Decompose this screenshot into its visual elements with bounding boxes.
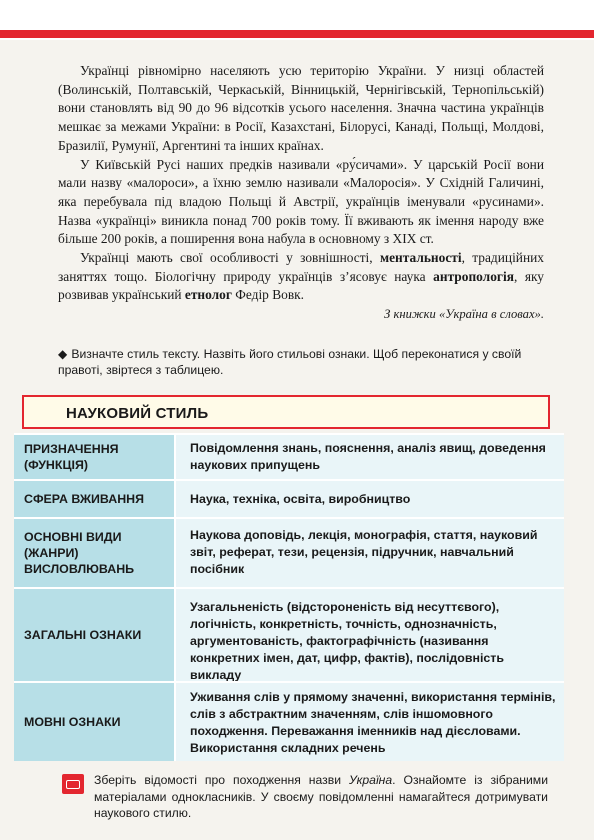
project-text-2: . Ознайомте із зібраними матеріалами однокласників. У своєму повідомленні намагайтеся дотримувати наукового стилю.: [94, 773, 548, 820]
p3-part3: , яку розвивав український: [58, 268, 544, 303]
table-title: НАУКОВИЙ СТИЛЬ: [66, 405, 209, 422]
row-text: Узагальненість (відстороненість від несуттєвого), логічність, конкретність, точність, однозначність, аргументованість, фактографічність (називання конкретних імен, дат, цифр, фактів), послідовність викладу: [174, 589, 564, 681]
paragraph-3: [58, 249, 544, 305]
table-row: [14, 587, 564, 681]
red-stripe: [0, 30, 594, 38]
task-text: Визначте стиль тексту. Назвіть його стильові ознаки. Щоб переконатися у своїй правоті, звіртеся з таблицею.: [58, 347, 522, 377]
term-anthropology: антропологія: [433, 268, 514, 284]
row-label: ПРИЗНАЧЕННЯ (ФУНКЦІЯ): [14, 435, 174, 479]
table-body: [14, 433, 564, 761]
table-row: [14, 517, 564, 587]
project-text-1: Зберіть відомості про походження назви: [94, 773, 349, 787]
main-text: [58, 62, 544, 324]
table-row: [14, 681, 564, 761]
row-label: МОВНІ ОЗНАКИ: [14, 683, 174, 761]
term-ethnologist: етнолог: [184, 287, 232, 303]
paragraph-2: У Київській Русі наших предків називали «ру́сичами». У царській Росії вони мали назву «малороси», а їхню землю називали «Малоросія». У Східній Галичині, яка перебувала під владою Польщі й Австрії, українців іменували «русинами». Назва «українці» виникла понад 700 років тому. Її вживають як імення народу вже більше 200 років, а поширення вона набула в основному з XIX ст.: [58, 156, 544, 247]
source-citation: З книжки «Україна в словах».: [384, 307, 544, 322]
task-block: [58, 346, 548, 378]
paragraph-1: Українці рівномірно населяють усю територію України. У низці областей (Волинській, Полтавській, Черкаській, Вінницькій, Чернігівській, Тернопільській) вони становлять від 90 до 96 відсотків усього населення. Значна частина українців мешкає за межами України: в Росії, Казахстані, Білорусі, Канаді, Польщі, Молдові, Бразилії, Румунії, Аргентині та інших країнах.: [58, 63, 544, 153]
project-task: [66, 772, 548, 822]
p3-part2: , традиційних заняттях тощо. Біологічну природу українців з’ясовує наука: [58, 250, 544, 284]
top-band: [0, 0, 594, 40]
row-text: Наука, техніка, освіта, виробництво: [174, 481, 564, 517]
row-label: ЗАГАЛЬНІ ОЗНАКИ: [14, 589, 174, 681]
project-italic-word: Україна: [348, 773, 393, 787]
table-title-box: [22, 395, 550, 429]
row-label: ОСНОВНІ ВИДИ (ЖАНРИ) ВИСЛОВЛЮВАНЬ: [14, 519, 174, 587]
row-text: Уживання слів у прямому значенні, використання термінів, слів з абстрактним значенням, слів іншомовного походження. Переважання іменників над дієсловами. Використання складних речень: [174, 683, 564, 761]
project-text: [66, 772, 548, 822]
diamond-bullet-icon: ◆: [58, 347, 68, 361]
row-text: Наукова доповідь, лекція, монографія, стаття, науковий звіт, реферат, тези, рецензія, підручник, навчальний посібник: [174, 519, 564, 587]
table-row: [14, 479, 564, 517]
p3-part1: Українці мають свої особливості у зовнішності,: [80, 250, 380, 266]
row-text: Повідомлення знань, пояснення, аналіз явищ, доведення наукових припущень: [174, 435, 564, 479]
table-row: [14, 433, 564, 479]
p3-part4: Федір Вовк.: [231, 287, 305, 303]
row-label: СФЕРА ВЖИВАННЯ: [14, 481, 174, 517]
term-mentality: ментальності: [379, 250, 462, 266]
